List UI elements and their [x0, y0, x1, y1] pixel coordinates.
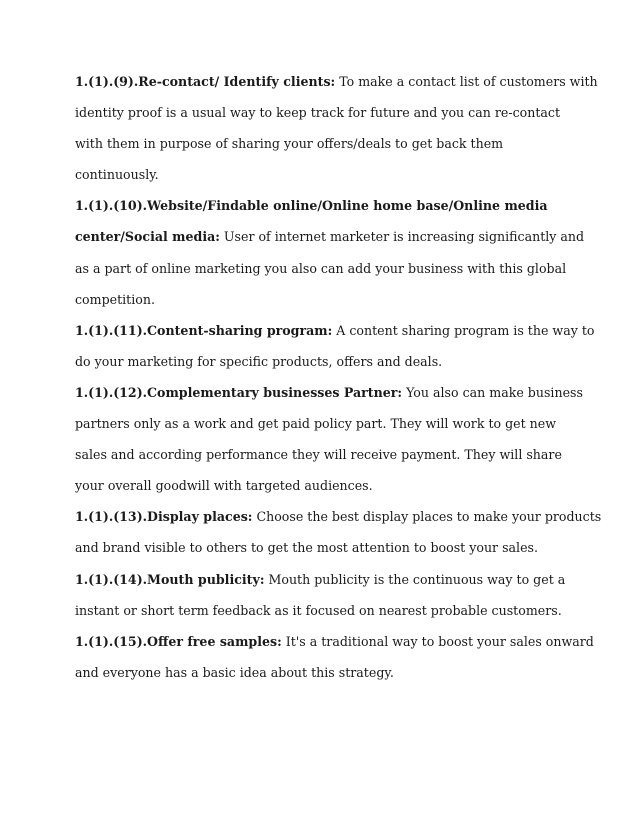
section-heading: 1.(1).(13).Display places:	[75, 509, 253, 525]
body-text: A content sharing program is the way to	[332, 322, 595, 338]
text-line	[75, 595, 575, 626]
paragraph-display-places	[75, 501, 602, 563]
paragraph-complementary	[75, 377, 583, 501]
body-text: instant or short term feedback as it focused on nearest probable customers.	[75, 602, 562, 618]
body-text: partners only as a work and get paid policy part. They will work to get new	[75, 416, 557, 432]
body-text: your overall goodwill with targeted audiences.	[75, 478, 373, 494]
body-text: User of internet marketer is increasing significantly and	[219, 229, 585, 245]
section-heading: 1.(1).(11).Content-sharing program:	[75, 322, 333, 338]
body-text: You also can make business	[402, 384, 583, 400]
paragraph-re-contact	[75, 66, 598, 190]
paragraph-mouth-publicity	[75, 564, 575, 626]
text-line	[75, 97, 575, 128]
body-text: continuously.	[75, 167, 159, 183]
text-line	[75, 128, 575, 159]
text-line	[75, 315, 595, 346]
body-text: and brand visible to others to get the most attention to boost your sales.	[75, 540, 538, 556]
text-line	[75, 532, 575, 563]
body-text: sales and according performance they will receive payment. They will share	[75, 447, 562, 463]
body-text: To make a contact list of customers with	[335, 74, 598, 89]
text-line	[75, 564, 575, 595]
body-text: as a part of online marketing you also can add your business with this global	[75, 260, 567, 276]
text-line	[75, 190, 575, 221]
body-text: It's a traditional way to boost your sales onward	[281, 633, 594, 649]
section-heading: 1.(1).(15).Offer free samples:	[75, 633, 282, 649]
body-text: Choose the best display places to make your products	[252, 509, 602, 525]
section-heading: 1.(1).(10).Website/Findable online/Online home base/Online media	[75, 198, 548, 214]
text-line	[75, 253, 575, 284]
paragraph-website	[75, 190, 585, 314]
paragraph-free-samples	[75, 626, 594, 688]
section-heading: 1.(1).(14).Mouth publicity:	[75, 571, 265, 587]
body-text: do your marketing for specific products, offers and deals.	[75, 353, 443, 369]
body-text: with them in purpose of sharing your offers/deals to get back them	[75, 136, 504, 152]
body-text: identity proof is a usual way to keep track for future and you can re-contact	[75, 105, 561, 121]
text-line	[75, 284, 575, 315]
text-line	[75, 626, 594, 657]
paragraph-content-sharing	[75, 315, 595, 377]
text-line	[75, 221, 585, 252]
text-line	[75, 408, 575, 439]
body-text: competition.	[75, 291, 155, 307]
text-line	[75, 377, 583, 408]
section-heading: 1.(1).(12).Complementary businesses Partner:	[75, 384, 403, 400]
document-page	[75, 66, 602, 688]
text-line	[75, 439, 575, 470]
text-line	[75, 470, 575, 501]
text-line	[75, 159, 575, 190]
text-line	[75, 66, 598, 97]
text-line	[75, 501, 602, 532]
section-heading: 1.(1).(9).Re-contact/ Identify clients:	[75, 74, 336, 89]
text-line	[75, 657, 575, 688]
section-heading: center/Social media:	[75, 229, 220, 245]
text-line	[75, 346, 575, 377]
body-text: Mouth publicity is the continuous way to get a	[264, 571, 566, 587]
body-text: and everyone has a basic idea about this strategy.	[75, 664, 394, 680]
